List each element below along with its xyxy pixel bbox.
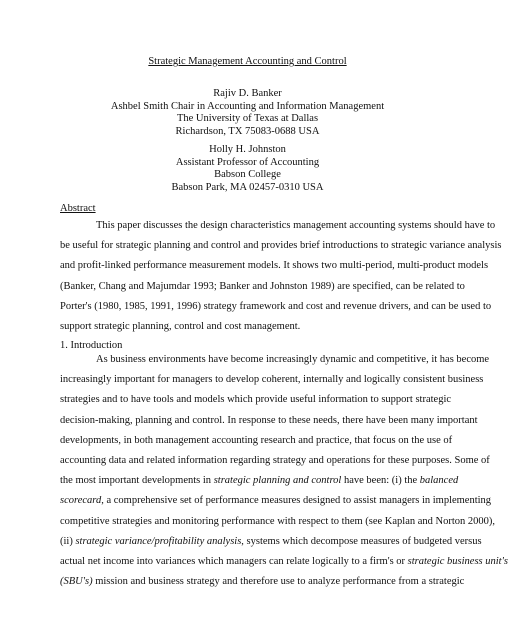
text-run: the most important developments in	[60, 475, 214, 487]
italic-term: scorecard	[60, 495, 102, 507]
text-run: actual net income into variances which managers can relate logically to a firm's or	[60, 555, 408, 567]
intro-line	[60, 471, 459, 491]
author-position: Assistant Professor of Accounting	[175, 156, 320, 168]
intro-line	[60, 491, 492, 511]
paper-title: Strategic Management Accounting and Control	[148, 56, 347, 67]
text-run: (ii)	[60, 535, 76, 547]
intro-line: developments, in both management accounting research and practice, that focus on the use of	[60, 434, 453, 446]
abstract-line: This paper discusses the design characteristics management accounting systems should have to	[96, 220, 496, 231]
author-address: Richardson, TX 75083-0688 USA	[175, 125, 320, 137]
italic-term: strategic business unit's	[407, 555, 508, 567]
intro-line	[60, 532, 482, 552]
intro-line: decision-making, planning and control. In response to these needs, there have been many important	[60, 414, 478, 426]
intro-line: competitive strategies and monitoring performance with respect to them (see Kaplan and Norton 2000),	[60, 515, 496, 527]
intro-line	[60, 572, 465, 592]
italic-term: strategic variance/profitability analysis	[75, 535, 242, 547]
author-name: Rajiv D. Banker	[213, 88, 282, 99]
intro-line: As business environments have become increasingly dynamic and competitive, it has become	[96, 354, 490, 365]
section-heading-introduction: 1. Introduction	[60, 340, 123, 351]
author-block-1	[0, 88, 495, 138]
author-name: Holly H. Johnston	[209, 144, 286, 155]
abstract-line: (Banker, Chang and Majumdar 1993; Banker and Johnston 1989) are specified, can be related to	[60, 280, 465, 292]
text-run: , a comprehensive set of performance measures designed to assist managers in implementing	[101, 495, 492, 507]
author-block-2	[0, 144, 495, 194]
italic-term: strategic planning and control	[213, 475, 342, 487]
author-institution: The University of Texas at Dallas	[176, 113, 319, 125]
intro-line	[60, 552, 508, 572]
abstract-paragraph	[60, 216, 502, 337]
italic-term: (SBU's)	[60, 576, 93, 588]
abstract-line: be useful for strategic planning and control and provides brief introductions to strategic variance analysis	[60, 240, 502, 252]
abstract-line: and profit-linked performance measurement models. It shows two multi-period, multi-product models	[60, 260, 489, 272]
text-run: mission and business strategy and therefore use to analyze performance from a strategic	[92, 576, 465, 588]
abstract-line: support strategic planning, control and cost management.	[60, 320, 301, 332]
intro-line: accounting data and related information regarding strategy and operations for these purposes. Some of	[60, 454, 490, 466]
italic-term: balanced	[419, 475, 459, 487]
text-run: , systems which decompose measures of budgeted versus	[241, 535, 482, 547]
author-institution: Babson College	[214, 169, 281, 181]
abstract-heading: Abstract	[60, 203, 96, 214]
intro-line: increasingly important for managers to develop coherent, internally and logically consistent business	[60, 374, 484, 386]
author-address: Babson Park, MA 02457-0310 USA	[171, 181, 324, 193]
introduction-paragraph	[60, 350, 508, 592]
author-position: Ashbel Smith Chair in Accounting and Information Management	[110, 100, 385, 112]
text-run: have been: (i) the	[341, 475, 420, 487]
abstract-line: Porter's (1980, 1985, 1991, 1996) strategy framework and cost and revenue drivers, and can be used to	[60, 300, 492, 312]
intro-line: strategies and to have tools and models which provide useful information to support strategic	[60, 394, 452, 406]
